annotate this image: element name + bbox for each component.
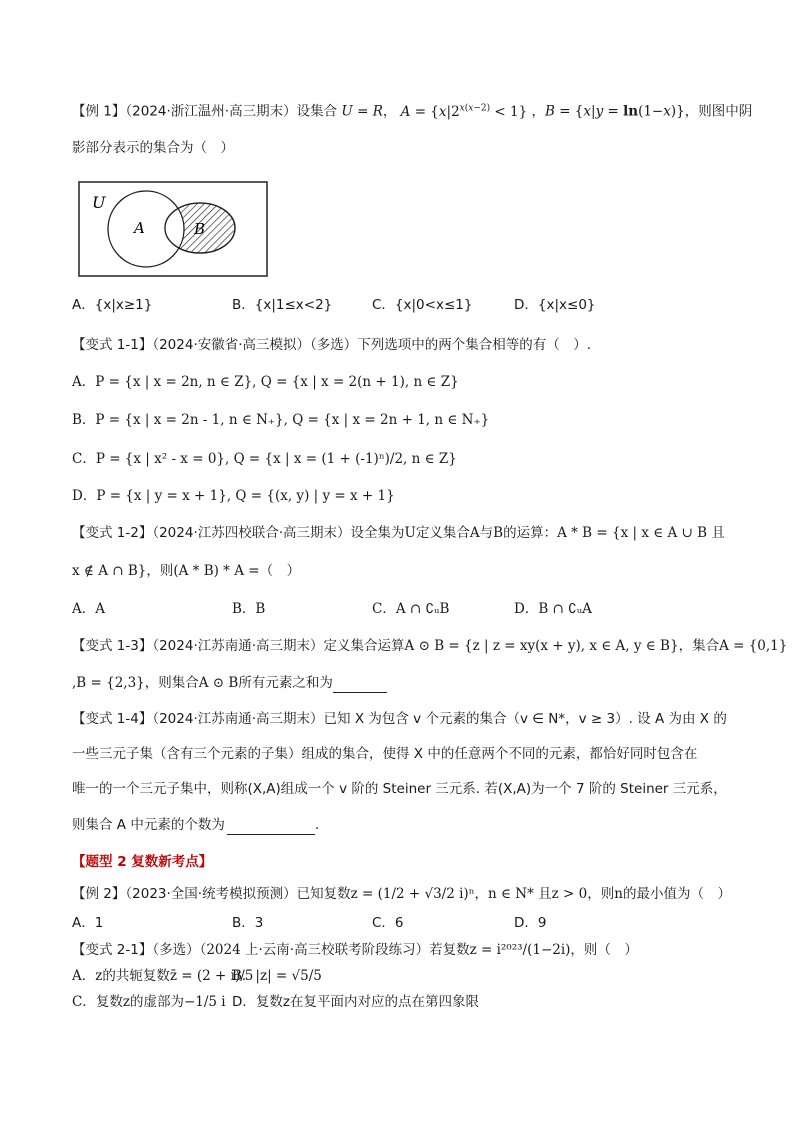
example-1-stem-end: ，则图中阴 <box>684 103 753 120</box>
set-a-expression: $A = \{x|2^{x(x-2)} < 1\}$ <box>400 103 528 120</box>
variant-1-1-line <box>72 335 591 355</box>
variant-1-2-stem: 设全集为U定义集合A与B的运算：A * B = {x | x ∈ A ∪ B 且 <box>350 525 725 541</box>
example-2-option-a: A．1 <box>72 915 104 931</box>
variant-1-1-option-c: C．P = {x | x² - x = 0}, Q = {x | x = (1 + (-1)ⁿ)/2, n ∈ Z} <box>72 451 457 467</box>
variant-1-3-line-1 <box>72 636 787 656</box>
example-2-option-d: D．9 <box>514 915 547 931</box>
variant-1-2-line-1 <box>72 523 725 543</box>
variant-1-3-source: （2024·江苏南通·高三期末） <box>152 638 324 654</box>
venn-diagram <box>78 181 268 277</box>
example-2-option-b: B．3 <box>232 915 264 931</box>
variant-1-2-option-d: D．B ∩ ∁ᵤA <box>514 601 592 617</box>
example-1-tag: 【例 1】 <box>72 103 126 120</box>
set-b-expression: ，B = {x|y = ln(1−x)} <box>527 103 685 120</box>
venn-label-u: U <box>92 193 106 212</box>
variant-1-4-line-1 <box>72 709 727 729</box>
example-2-tag: 【例 2】 <box>72 886 126 902</box>
variant-1-1-source: （2024·安徽省·高三模拟） <box>152 337 311 353</box>
example-1-option-b: B．{x|1≤x<2} <box>232 297 333 313</box>
symbol-u: U <box>341 103 353 120</box>
venn-label-b: B <box>194 220 206 238</box>
variant-2-1-option-c: C．复数z的虚部为−1/5 i <box>72 994 226 1010</box>
comma: ， <box>382 103 397 120</box>
example-2-option-c: C．6 <box>372 915 404 931</box>
variant-1-2-line-2: x ∉ A ∩ B}，则(A * B) * A =（ ） <box>72 563 301 579</box>
variant-1-4-source: （2024·江苏南通·高三期末） <box>152 711 324 727</box>
variant-2-1-tag: 【变式 2-1】 <box>72 942 153 958</box>
example-2-line <box>72 884 731 904</box>
variant-1-2-option-a: A．A <box>72 601 105 617</box>
example-1-option-c: C．{x|0<x≤1} <box>372 297 473 313</box>
answer-blank[interactable] <box>333 678 387 693</box>
variant-1-2-tag: 【变式 1-2】 <box>72 525 153 541</box>
variant-1-2-option-c: C．A ∩ ∁ᵤB <box>372 601 450 617</box>
variant-1-1-option-b: B．P = {x | x = 2n - 1, n ∈ N₊}, Q = {x | x = 2n + 1, n ∈ N₊} <box>72 412 490 428</box>
variant-1-2-option-b: B．B <box>232 601 266 617</box>
variant-1-4-line-2: 一些三元子集（含有三个元素的子集）组成的集合，使得 X 中的任意两个不同的元素，都恰好同时包含在 <box>72 746 698 762</box>
example-1-source: （2024·浙江温州·高三期末） <box>125 103 297 120</box>
variant-1-1-stem: （多选）下列选项中的两个集合相等的有（ ）. <box>310 337 592 353</box>
variant-1-2-source: （2024·江苏四校联合·高三期末） <box>152 525 351 541</box>
variant-1-3-line-2 <box>72 673 387 693</box>
example-1-option-d: D．{x|x≤0} <box>514 297 596 313</box>
variant-1-3-tag: 【变式 1-3】 <box>72 638 153 654</box>
answer-blank[interactable] <box>227 820 315 835</box>
variant-1-1-option-a: A．P = {x | x = 2n, n ∈ Z}, Q = {x | x = 2(n + 1), n ∈ Z} <box>72 374 459 390</box>
period: . <box>314 817 320 833</box>
variant-2-1-option-b: B．|z| = √5/5 <box>232 968 322 984</box>
variant-1-4-line-3: 唯一的一个三元子集中，则称(X,A)组成一个 v 阶的 Steiner 三元系. 若(X,A)为一个 7 阶的 Steiner 三元系， <box>72 781 727 797</box>
variant-1-1-tag: 【变式 1-1】 <box>72 337 153 353</box>
variant-2-1-stem: （多选）（2024 上·云南·高三校联考阶段练习）若复数z = i²⁰²³/(1−2i)，则（ ） <box>152 942 638 958</box>
section-2-title: 【题型 2 复数新考点】 <box>72 854 213 870</box>
variant-2-1-option-a: A．z的共轭复数z̄ = (2 + i)/5 <box>72 968 254 984</box>
variant-2-1-line <box>72 940 638 960</box>
variant-2-1-option-d: D．复数z在复平面内对应的点在第四象限 <box>232 994 479 1010</box>
symbol-r: R <box>372 103 383 120</box>
variant-1-3-stem-2: ,B = {2,3}，则集合A ⊙ B所有元素之和为 <box>72 675 333 691</box>
example-1-stem: 设集合 <box>296 103 342 120</box>
variant-1-4-tag: 【变式 1-4】 <box>72 711 153 727</box>
variant-1-1-option-d: D．P = {x | y = x + 1}, Q = {(x, y) | y = x + 1} <box>72 488 395 504</box>
variant-1-4-stem: 已知 X 为包含 v 个元素的集合（v ∈ N*，v ≥ 3）. 设 A 为由 X 的 <box>323 711 727 727</box>
variant-1-4-line-4 <box>72 815 319 835</box>
venn-label-a: A <box>134 219 145 237</box>
equals: = <box>352 103 373 120</box>
example-1-line-2: 影部分表示的集合为（ ） <box>72 140 234 156</box>
example-1-line-1 <box>72 98 752 122</box>
example-2-source: （2023·全国·统考模拟预测） <box>125 886 297 902</box>
variant-1-3-stem: 定义集合运算A ⊙ B = {z | z = xy(x + y), x ∈ A, y ∈ B}，集合A = {0,1} <box>323 638 788 654</box>
variant-1-4-stem-4: 则集合 A 中元素的个数为 <box>72 817 225 833</box>
example-2-stem: 已知复数z = (1/2 + √3/2 i)ⁿ，n ∈ N* 且z > 0，则n的最小值为（ ） <box>296 886 731 902</box>
example-1-option-a: A．{x|x≥1} <box>72 297 153 313</box>
